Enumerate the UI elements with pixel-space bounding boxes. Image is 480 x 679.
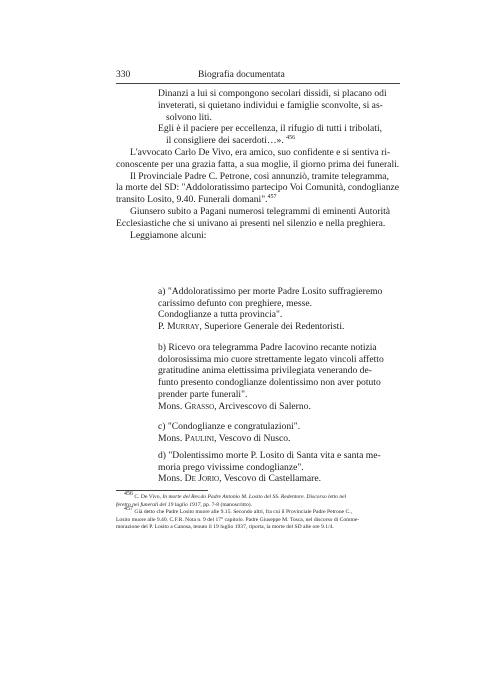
telegram-b (158, 342, 403, 412)
signature-prefix: P. (158, 321, 168, 333)
signature-title: , Vescovo di Nusco. (214, 432, 291, 444)
telegram-line: gratitudine anima elettissima privilegiata venerando de- (158, 365, 372, 377)
running-header (116, 69, 378, 82)
telegram-line: prender parte funerali". (158, 388, 248, 400)
footnote-title: feretro nei funerali del 19 luglio 1917 (116, 501, 201, 508)
footnote-ref-457: 457 (267, 193, 277, 200)
quote-line: solvono liti. (166, 111, 212, 123)
quote-line-text: il consigliere dei sacerdoti…». (166, 135, 284, 147)
paragraph-line: Leggiamone alcuni: (130, 229, 207, 241)
signature-title: , Vescovo di Castellamare. (219, 473, 321, 485)
signature-name: Grasso (184, 400, 215, 412)
telegram-line: moria prego vivissime condoglianze". (158, 461, 304, 473)
signature-name: De Jorio (184, 473, 220, 485)
paragraph-line: la morte del SD: "Addoloratissimo partecipo Voi Comunità, condoglianze (116, 182, 400, 194)
footnote-text: , pp. 7-8 (manoscritto). (200, 501, 252, 508)
signature-prefix: Mons. (158, 400, 185, 412)
footnote-number: 457 (124, 506, 133, 513)
telegram-line: dolorosissima mio cuore strettamente legato vincoli affetto (158, 353, 384, 365)
telegram-line: c) "Condoglianze e congratulazioni". (158, 421, 301, 432)
signature-title: , Arcivescovo di Salerno. (214, 400, 311, 412)
telegram-signature (158, 473, 403, 485)
quote-line: Dinanzi a lui si compongono secolari dissidi, si placano odi (158, 88, 387, 99)
main-text (116, 88, 400, 241)
running-title: Biografia documentata (198, 70, 285, 80)
footnote-ref-456: 456 (286, 135, 296, 141)
signature-name: Murray (167, 321, 200, 333)
signature-prefix: Mons. (158, 432, 185, 444)
footnote-456 (116, 491, 406, 502)
telegram-line: a) "Addoloratissimo per morte Padre Losito suffragieremo (158, 286, 383, 297)
footnote-text: C. De Vivo, (133, 494, 163, 500)
telegram-line: d) "Dolentissimo morte P. Losito di Santa vita e santa me- (158, 450, 381, 461)
telegram-line: Condoglianze a tutta provincia". (158, 309, 283, 321)
footnote-457 (116, 506, 406, 517)
paragraph-line: L'avvocato Carlo De Vivo, era amico, suo confidente e si sentiva ri- (130, 146, 391, 158)
paragraph-line (116, 194, 400, 206)
footnote-line: Losito muore alle 9.40. C.F.R. Nota n. 9 del 17° capitolo. Padre Giuseppe M. Tosca, nel discorso di Comme- (116, 516, 360, 523)
signature-title: , Superiore Generale dei Redentoristi. (199, 321, 345, 333)
paragraph-line: Il Provinciale Padre C. Petrone, così annunziò, tramite telegramma, (130, 170, 389, 182)
footnote-title: In morte del Rev.do Padre Antonio M. Losito del SS. Redentore. Discorso letto nel (162, 494, 347, 500)
telegram-line: b) Ricevo ora telegramma Padre Iacovino recante notizia (158, 342, 377, 353)
page-number: 330 (116, 70, 131, 80)
telegram-signature (158, 401, 403, 413)
telegram-c (158, 421, 403, 444)
telegram-signature (158, 433, 403, 445)
footnote-text: Già detto che Padre Losito muore alle 9.15. Secondo altri, fra cui il Provinciale Padre Petrone C., (133, 509, 353, 516)
signature-prefix: Mons. (158, 473, 185, 485)
header-rule (116, 83, 400, 84)
signature-name: Paulini (184, 432, 215, 444)
telegram-line: funto presento condoglianze dolentissimo non aver potuto (158, 377, 381, 389)
telegram-d (158, 450, 403, 485)
paragraph-line: Ecclesiastiche che si univano ai presenti nel silenzio e nella preghiera. (116, 217, 386, 229)
quote-line: inveterati, si quietano individui e famiglie sconvolte, si as- (158, 99, 383, 111)
quote-line-last (116, 135, 400, 147)
footnote-number: 456 (124, 491, 133, 498)
paragraph-line: Giunsero subito a Pagani numerosi telegrammi di eminenti Autorità (130, 205, 391, 217)
footnotes (116, 491, 406, 532)
telegram-line: carissimo defunto con preghiere, messe. (158, 297, 312, 309)
paragraph-line-text: transito Losito, 9.40. Funerali domani". (116, 194, 268, 206)
paragraph-line: conoscente per una grazia fatta, a sua moglie, il giorno prima dei funerali. (116, 158, 400, 170)
footnote-line: morazione del P. Losito a Canosa, tenuto il 19 luglio 1937, riporta, la morte del SD alle ore 9.1/4. (116, 524, 334, 531)
telegram-a (158, 286, 403, 333)
quote-line: Egli è il paciere per eccellenza, il rifugio di tutti i tribolati, (158, 123, 383, 135)
telegram-signature (158, 321, 403, 333)
